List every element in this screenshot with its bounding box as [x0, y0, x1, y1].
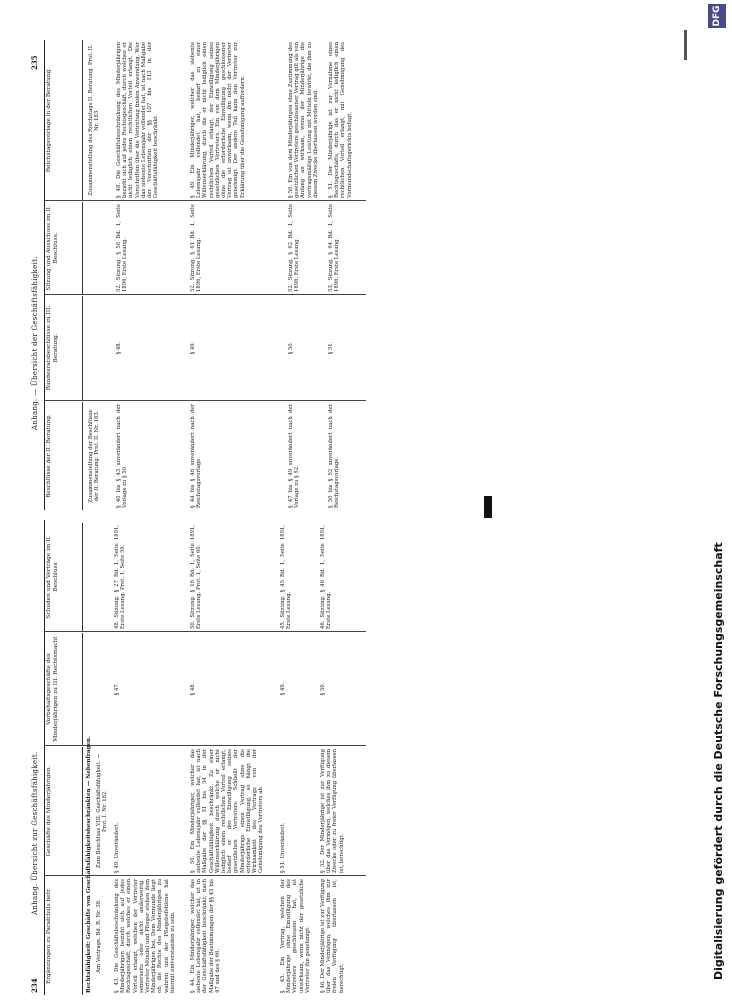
- right-row4-col1: § 50 bis § 52 unverändert nach der Reichstagsvorlage.: [328, 404, 341, 508]
- right-column-rule: [44, 294, 366, 295]
- right-page-number: 235: [30, 55, 39, 70]
- right-running-title: Anhang. — Übersicht der Geschäftsfähigkeit.: [31, 256, 39, 430]
- right-top-rule: [44, 40, 45, 510]
- right-row3-col2: § 50.: [288, 341, 294, 355]
- left-row0-col1: Am Vertrage. Bd. R. Nr. 38.: [96, 899, 102, 973]
- right-row4-col4: § 51. Der Minderjährige ist zur Vornahme eines Rechtsgeschäfts, durch das er nicht lediglich einen rechtlichen Vorteil erlangt, mit Genehmigung des Vormundschaftsgerichts befugt.: [328, 42, 353, 198]
- right-header-col4: Reichstagsvorlage in der Beratung.: [46, 40, 83, 200]
- left-row3-col3: § 49.: [280, 682, 286, 696]
- right-column-rule: [44, 400, 366, 401]
- right-row2-col3: 52. Sitzung. § 61 Bd. 1, Seite 1896, Erste Lesung.: [190, 204, 203, 292]
- right-row1-col2: § 48.: [116, 341, 122, 355]
- left-row2-col4: 50. Sitzung. § 16 Bd. 1, Seite 1891, Erste Lesung. Prot. 1, Seite 60.: [190, 525, 203, 629]
- right-page: [30, 40, 370, 510]
- right-running-head: [32, 40, 42, 510]
- left-page-content: [30, 520, 370, 995]
- left-running-head: [32, 520, 42, 995]
- left-header-col3: Vorbehaltsgeschäfte des Minderjährigen zu III. Rechtsmacht: [46, 633, 83, 745]
- scan-artifact: [684, 30, 687, 60]
- left-row1-col4: 48. Sitzung. § 27 Bd. 1, Seite 1891, Erste Lesung. Prot. 1, Seite 59.: [114, 525, 127, 629]
- left-row3-col2: § 51. Unverändert.: [280, 822, 286, 873]
- dfg-stamp-content: [704, 0, 732, 1000]
- dfg-logo-icon: DFG: [708, 4, 726, 28]
- left-row3-col1: § 45. Ein Vertrag, welchen der Minderjährige ohne Einwilligung des Vertreters geschlossen hat, ist unwirksam, wenn nicht der gesetzliche Vertreter ihn genehmigt.: [280, 879, 311, 993]
- left-row1-col1: § 43. Die Geschäftsbeschränkung des Minderjährigen bezieht sich auf jedes Rechtsgeschäft, durch welches er einen Vorteil erlangt, welchen der Vertreter seinerseits oder nicht anderweitig. Vertreter Mündel und Pfleger stehen dem Minderjährigen bei, Dem Vormunde liegt ob, die Rechte des Minderjährigen zu wahren und der Pflegebefohlene hat hiermit einverstanden zu sein.: [114, 879, 176, 993]
- left-row4-col1: § 46. Der Minderjährige ist zur Verfügung über das Vermögen, welches ihm zur freien Verfügung überlassen ist, berechtigt.: [320, 879, 345, 993]
- right-row2-col1: § 44 bis § 46 unverändert nach der Reichstagsvorlage.: [190, 404, 203, 508]
- left-row4-col4: 46. Sitzung. § 46 Bd. 1, Seite 1891, Erste Lesung.: [320, 525, 333, 629]
- right-row4-col3: 53. Sitzung. § 64 Bd. 1, Seite 1896, Erste Lesung.: [328, 204, 341, 292]
- left-top-rule: [44, 520, 45, 995]
- right-row2-col4: § 49. Ein Minderjähriger, welcher das siebente Lebensjahr vollendet hat, bedarf zu einer Willenserklärung, durch die er nicht lediglich einen rechtlichen Vorteil erlangt, der Einwilligung seines gesetzlichen Vertreters. Ein von dem Minderjährigen ohne die erforderliche Einwilligung geschlossener Vertrag ist unwirksam, wenn ihn nicht der Vertreter genehmigt. Der andere Teil kann den Vertreter zur Erklärung über die Genehmigung auffordern.: [190, 42, 246, 198]
- right-row3-col1: § 47 bis § 49 unverändert nach der Vorlage zu § 52.: [288, 404, 301, 508]
- binding-shadow: [484, 496, 492, 518]
- right-row3-col3: 52. Sitzung. § 62 Bd. 1, Seite 1896, Erste Lesung.: [288, 204, 301, 292]
- right-page-content: [30, 40, 370, 510]
- left-page-number: 234: [30, 978, 39, 993]
- right-row4-col2: § 51.: [328, 341, 334, 355]
- right-row1-col4: § 48. Die Geschäftsbeschränkung des Minderjährigen bezieht sich auf jedes Rechtsgeschäft, durch welches er nicht lediglich einen rechtlichen Vorteil erlangt. Die Vorschriften über die Vertretung finden Anwendung. Wer das siebente Lebensjahr vollendet hat, ist nach Maßgabe der Vorschriften der §§ 107 bis 113 in der Geschäftsfähigkeit beschränkt.: [116, 42, 160, 198]
- left-row2-col1: § 44. Ein Minderjähriger, welcher das siebente Lebensjahr vollendet hat, ist in der Geschäftsfähigkeit beschränkt; nach Maßgabe der Bestimmungen der §§ 45 bis 47 und des § 66.: [190, 879, 221, 993]
- right-row3-col4: § 50. Ein von dem Minderjährigen ohne Zustimmung des gesetzlichen Vertreters geschlossener Vertrag gilt als von Anfang an wirksam, wenn der Minderjährige die vertragsmäßige Leistung mit Mitteln bewirkt, die ihm zu diesem Zwecke überlassen worden sind.: [288, 42, 319, 198]
- right-row2-col2: § 49.: [190, 341, 196, 355]
- right-row0-col4: Zusammenstellung des Reichstags II. Beratung. Prot. II. Nr. 183.: [88, 44, 101, 196]
- right-row1-col3: 52. Sitzung. § 58 Bd. 1, Seite 1896, Erste Lesung.: [116, 204, 129, 292]
- right-header-col3: Sitzung und Ausschuss im II. Beschluss.: [46, 202, 83, 294]
- left-row3-col4: 45. Sitzung. § 45 Bd. 1, Seite 1891, Erste Lesung.: [280, 525, 293, 629]
- dfg-stamp: [704, 0, 732, 1000]
- dfg-stamp-text: Digitalisierung gefördert durch die Deutsche Forschungsgemeinschaft: [712, 542, 725, 980]
- left-page: [30, 520, 370, 995]
- left-row1-col3: § 47.: [114, 682, 120, 696]
- left-row2-col2: § 50. Ein Minderjähriger, welcher das siebente Lebensjahr vollendet hat, ist nach Maßgabe der §§ 51 bis 54 in der Geschäftsfähigkeit beschränkt. Zu einer Willenserklärung durch welche er nicht lediglich einen rechtlichen Vorteil erlangt, bedarf er der Einwilligung seines gesetzlichen Vertreters. Schließt der Minderjährige einen Vertrag ohne die erforderliche Einwilligung, so hängt die Wirksamkeit des Vertrags von der Genehmigung des Vertreters ab.: [190, 749, 265, 873]
- left-running-title: Anhang. Übersicht zur Geschäftsfähigkeit.: [31, 751, 39, 915]
- right-header-col2: Bundesratsbeschlüsse zu III. Beratung.: [46, 296, 83, 400]
- left-header-col2: Geschäfte des Minderjährigen.: [46, 747, 83, 875]
- left-row1-col2: § 49. Unverändert.: [114, 822, 120, 873]
- right-row0-col1: Zusammenstellung der Beschlüsse der II. Beratung. Prot. II. Nr. 183.: [88, 409, 101, 503]
- left-row4-col2: § 52. Der Minderjährige ist zur Verfügung über das Vermögen, welches ihm zu diesem Zwecke oder zu freier Verfügung überlassen ist, berechtigt.: [320, 749, 345, 873]
- left-section-heading: Rechtsfähigkeit: Geschäfte von Geschäftsfähigkeitsbeschränkten — Nebenfragen.: [86, 736, 92, 993]
- left-row0-col2: Zum Beschluss VIII. Geschäftsfähigkeit. — Prot. I. Nr. 182.: [96, 753, 109, 869]
- right-column-rule: [44, 200, 366, 201]
- right-row1-col1: § 40 bis § 43 unverändert nach der Vorlage zu § 50.: [116, 404, 129, 508]
- left-row2-col3: § 48.: [190, 682, 196, 696]
- left-row4-col3: § 50.: [320, 682, 326, 696]
- right-header-col1: Beschlüsse der II. Beratung.: [46, 402, 83, 510]
- left-header-col4: Schuden und Verträge im II. Beschluss: [46, 523, 83, 631]
- left-header-col1: Ergänzungen zu Parafchuls betr.: [46, 877, 83, 995]
